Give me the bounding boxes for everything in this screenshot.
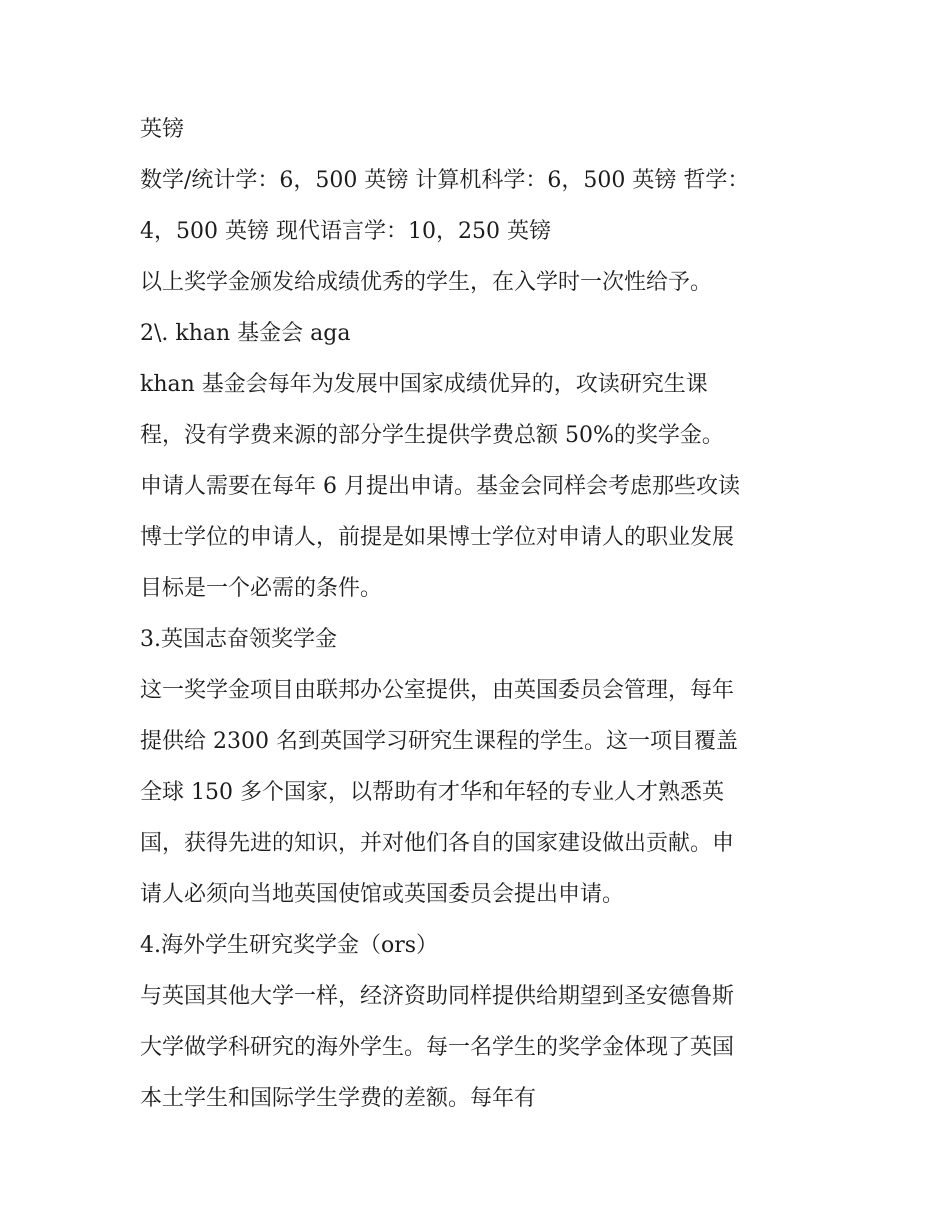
paragraph-line: 国，获得先进的知识，并对他们各自的国家建设做出贡献。申: [140, 831, 735, 856]
paragraph-line: 请人必须向当地英国使馆或英国委员会提出申请。: [140, 882, 625, 907]
paragraph-line: khan 基金会每年为发展中国家成绩优异的，攻读研究生课: [140, 372, 708, 397]
paragraph-line: 提供给 2300 名到英国学习研究生课程的学生。这一项目覆盖: [140, 729, 738, 754]
paragraph-line: 程，没有学费来源的部分学生提供学费总额 50%的奖学金。: [140, 423, 724, 448]
section-heading-khan: 2\. khan 基金会 aga: [140, 321, 351, 346]
text-line-fees-1: 数学/统计学：6，500 英镑 计算机科学：6，500 英镑 哲学：: [140, 168, 750, 193]
paragraph-line: 本土学生和国际学生学费的差额。每年有: [140, 1086, 537, 1111]
paragraph-line: 大学做学科研究的海外学生。每一名学生的奖学金体现了英国: [140, 1035, 735, 1060]
text-line-currency: 英镑: [140, 117, 185, 142]
text-line-award-note: 以上奖学金颁发给成绩优秀的学生，在入学时一次性给予。: [140, 270, 713, 295]
section-heading-chevening: 3.英国志奋领奖学金: [140, 627, 337, 652]
paragraph-line: 目标是一个必需的条件。: [140, 576, 383, 601]
section-heading-ors: 4.海外学生研究奖学金（ors）: [140, 933, 439, 958]
paragraph-line: 博士学位的申请人，前提是如果博士学位对申请人的职业发展: [140, 525, 735, 550]
document-body: [140, 104, 820, 1124]
paragraph-line: 这一奖学金项目由联邦办公室提供，由英国委员会管理，每年: [140, 678, 735, 703]
text-line-fees-2: 4，500 英镑 现代语言学：10，250 英镑: [140, 219, 551, 244]
paragraph-line: 全球 150 多个国家，以帮助有才华和年轻的专业人才熟悉英: [140, 780, 724, 805]
paragraph-line: 申请人需要在每年 6 月提出申请。基金会同样会考虑那些攻读: [140, 474, 740, 499]
paragraph-line: 与英国其他大学一样，经济资助同样提供给期望到圣安德鲁斯: [140, 984, 735, 1009]
